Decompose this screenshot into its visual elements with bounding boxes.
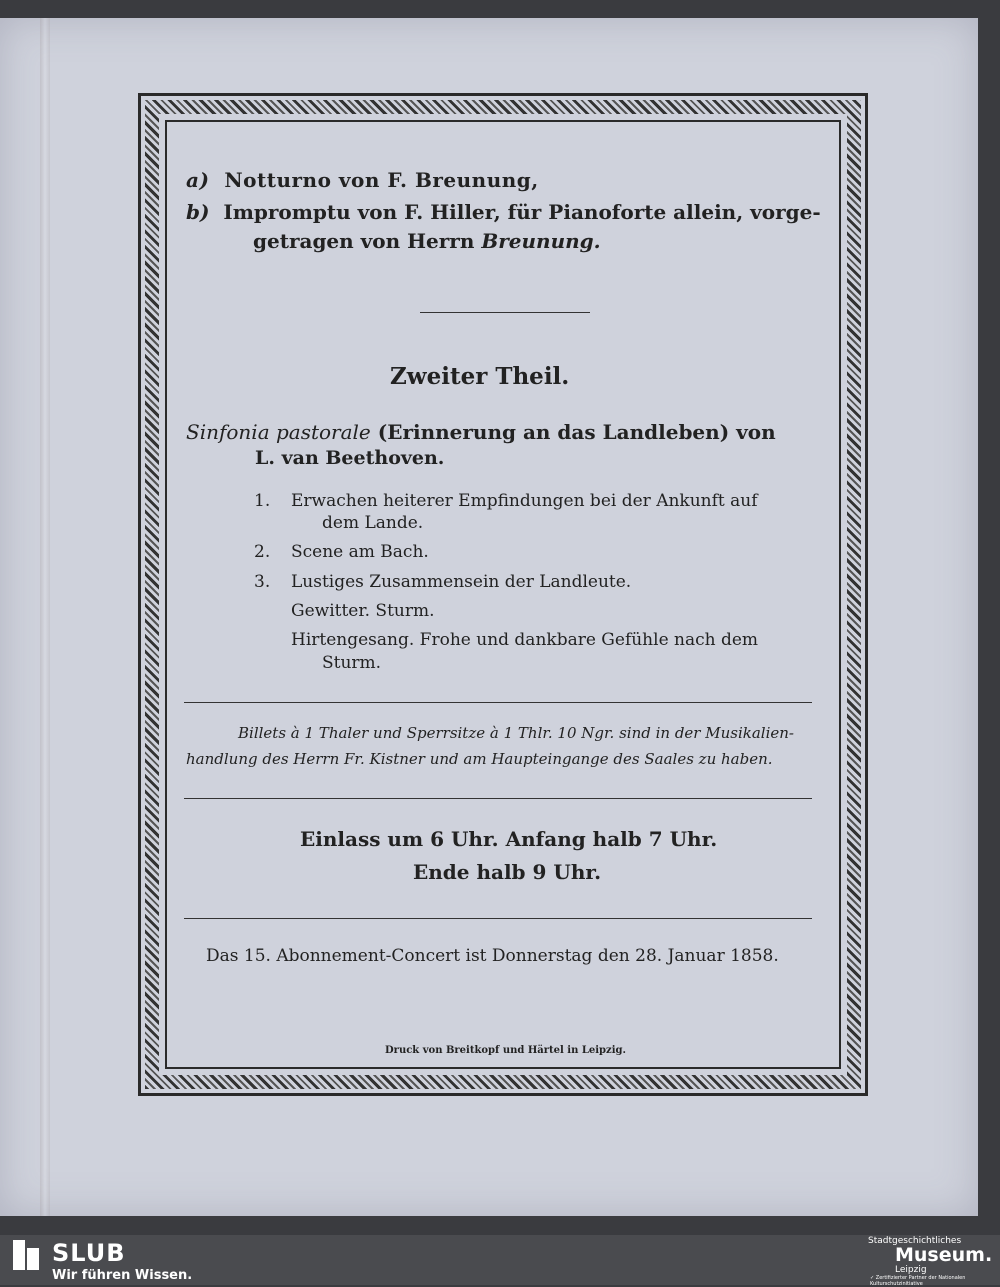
museum-note: ✓ Zertifizierter Partner der Nationalen Kulturschutzinitiative — [870, 1275, 966, 1287]
movement-1-line1 — [291, 491, 813, 511]
divider — [184, 918, 812, 919]
ticket-info-line2: handlung des Herrn Fr. Kistner und am Haupteingange des Saales zu haben. — [186, 750, 773, 768]
museum-label-top: Stadtgeschichtliches — [868, 1236, 962, 1246]
next-concert-notice: Das 15. Abonnement-Concert ist Donnerstag den 28. Januar 1858. — [206, 946, 779, 966]
item-b-text-1: Impromptu von F. Hiller, für Pianoforte allein, vorge- — [223, 200, 821, 224]
divider — [184, 702, 812, 703]
movement-line: Gewitter. Sturm. — [291, 601, 435, 621]
printer-imprint: Druck von Breitkopf und Härtel in Leipzig. — [385, 1045, 626, 1056]
item-b-performer: Breunung. — [481, 229, 601, 253]
museum-name: Museum. — [895, 1244, 993, 1266]
movement-line: Scene am Bach. — [291, 542, 429, 562]
item-b-marker: b) — [186, 200, 210, 224]
movement-line: Sturm. — [322, 653, 382, 673]
admission-times: Einlass um 6 Uhr. Anfang halb 7 Uhr. — [300, 827, 718, 851]
item-b-continued — [253, 229, 601, 253]
end-time: Ende halb 9 Uhr. — [413, 860, 602, 884]
viewer-footer — [0, 1235, 1000, 1285]
slub-tagline: Wir führen Wissen. — [52, 1268, 193, 1283]
section-heading: Zweiter Theil. — [390, 363, 570, 390]
divider — [184, 798, 812, 799]
work-subtitle: (Erinnerung an das Landleben) von — [377, 420, 776, 444]
ticket-info-line1: Billets à 1 Thaler und Sperrsitze à 1 Thlr. 10 Ngr. sind in der Musikalien- — [238, 724, 794, 742]
item-b — [186, 200, 821, 224]
movement-line: dem Lande. — [322, 513, 424, 533]
movement-text: Erwachen heiterer Empfindungen bei der Ankunft auf — [291, 491, 758, 511]
work-title-line — [186, 420, 776, 444]
divider-short — [420, 312, 590, 313]
museum-city: Leipzig — [895, 1265, 927, 1275]
movement-number: 2. — [254, 542, 271, 562]
movement-number: 3. — [254, 572, 271, 592]
item-a-marker: a) — [186, 168, 210, 192]
movement-number: 1. — [254, 491, 271, 511]
item-a — [186, 168, 539, 192]
item-b-text-2: getragen von Herrn — [253, 229, 475, 253]
item-a-text: Notturno von F. Breunung, — [224, 168, 539, 192]
movement-line — [291, 491, 813, 511]
slub-logo-icon — [13, 1240, 39, 1270]
slub-name: SLUB — [52, 1239, 126, 1267]
movement-line: Hirtengesang. Frohe und dankbare Gefühle nach dem — [291, 630, 759, 650]
movement-line: Lustiges Zusammensein der Landleute. — [291, 572, 632, 592]
work-composer: L. van Beethoven. — [255, 447, 445, 469]
work-title: Sinfonia pastorale — [186, 420, 371, 444]
